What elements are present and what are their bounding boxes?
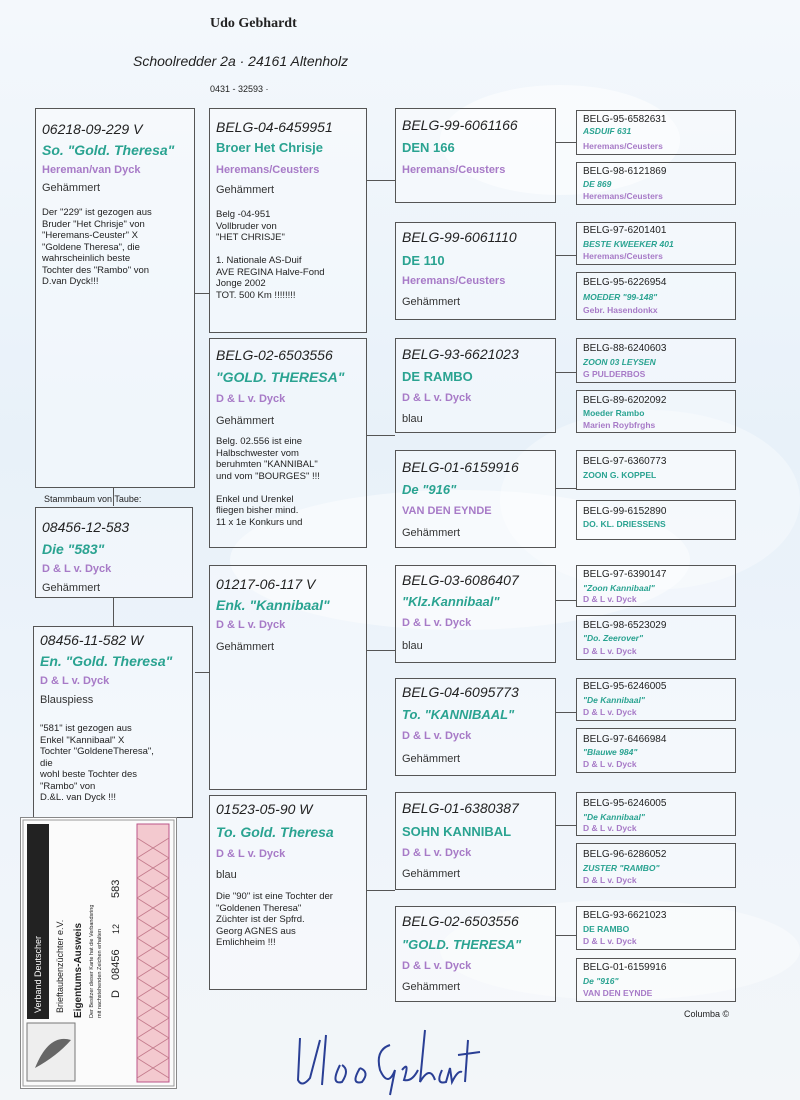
gen3-number: BELG-04-6095773 (402, 684, 519, 700)
sire-box (35, 108, 195, 488)
gen4-breeder: D & L v. Dyck (583, 646, 637, 656)
gen3-name: DE RAMBO (402, 369, 473, 384)
gen4-name: "Blauwe 984" (583, 747, 638, 757)
gen3-box-4 (395, 450, 556, 548)
gen3-name: De "916" (402, 482, 457, 497)
gen3-breeder: D & L v. Dyck (402, 617, 472, 629)
gen2-color: Gehämmert (216, 641, 275, 653)
gen4-breeder: VAN DEN EYNDE (583, 988, 653, 998)
dam-breeder: D & L v. Dyck (40, 675, 110, 687)
subject-breeder: D & L v. Dyck (42, 563, 112, 575)
gen3-breeder: Heremans/Ceusters (402, 164, 506, 176)
gen3-name: SOHN KANNIBAL (402, 824, 512, 839)
gen2-breeder: Heremans/Ceusters (216, 164, 320, 176)
gen2-number: 01217-06-117 V (216, 576, 316, 592)
gen3-box-5 (395, 565, 556, 663)
gen4-number: BELG-98-6121869 (583, 166, 667, 177)
gen4-name: "Do. Zeerover" (583, 633, 644, 643)
gen4-box-11 (576, 678, 736, 721)
gen4-number: BELG-97-6201401 (583, 225, 667, 236)
gen4-number: BELG-95-6226954 (583, 277, 667, 288)
gen4-box-1 (576, 110, 736, 155)
gen3-color: Gehämmert (402, 868, 461, 880)
copyright-label: Columba © (684, 1009, 730, 1019)
card-text-line2: mit nachstehenden Zeichen erhalten (97, 929, 103, 1018)
gen4-box-4 (576, 272, 736, 320)
gen3-box-6 (395, 678, 556, 776)
gen3-color: Gehämmert (402, 981, 461, 993)
gen2-breeder: D & L v. Dyck (216, 848, 286, 860)
gen4-name: ASDUIF 631 (583, 126, 632, 136)
owner-name: Udo Gebhardt (210, 16, 297, 31)
ownership-card-art (21, 818, 176, 1088)
gen4-name: "Zoon Kannibaal" (583, 583, 655, 593)
gen4-box-13 (576, 792, 736, 836)
gen4-name: DO. KL. DRIESSENS (583, 519, 666, 529)
gen2-name: "GOLD. THERESA" (216, 369, 345, 385)
gen4-number: BELG-95-6246005 (583, 798, 667, 809)
subject-number: 08456-12-583 (42, 519, 130, 535)
gen4-breeder: D & L v. Dyck (583, 875, 637, 885)
gen2-box-2 (209, 338, 367, 548)
gen2-number: BELG-02-6503556 (216, 347, 333, 363)
gen2-name: Enk. "Kannibaal" (216, 597, 330, 613)
gen3-color: Gehämmert (402, 527, 461, 539)
gen2-color: Gehämmert (216, 415, 275, 427)
card-title: Eigentums-Ausweis (73, 922, 84, 1018)
owner-address: Schoolredder 2a · 24161 Altenholz (133, 53, 349, 69)
card-org-line2: Brieftaubenzüchter e.V. (55, 919, 65, 1013)
gen4-name: "De Kannibaal" (583, 695, 645, 705)
gen4-breeder: D & L v. Dyck (583, 759, 637, 769)
gen4-name: Moeder Rambo (583, 408, 645, 418)
gen3-breeder: D & L v. Dyck (402, 730, 472, 742)
subject-color: Gehämmert (42, 582, 101, 594)
gen4-box-15 (576, 906, 736, 950)
gen3-color: blau (402, 640, 423, 652)
sire-breeder: Hereman/van Dyck (42, 164, 141, 176)
gen4-name: ZOON G. KOPPEL (583, 470, 657, 480)
gen3-breeder: VAN DEN EYNDE (402, 505, 492, 517)
gen4-box-3 (576, 222, 736, 265)
gen4-box-10 (576, 615, 736, 660)
gen3-breeder: Heremans/Ceusters (402, 275, 506, 287)
gen3-box-7 (395, 792, 556, 890)
gen3-box-2 (395, 222, 556, 320)
gen4-name: ZOON 03 LEYSEN (583, 357, 656, 367)
gen2-color: blau (216, 869, 237, 881)
gen4-number: BELG-98-6523029 (583, 620, 667, 631)
gen3-number: BELG-99-6061110 (402, 229, 517, 245)
gen4-number: BELG-88-6240603 (583, 343, 667, 354)
gen4-box-6 (576, 390, 736, 433)
card-ring-number: 583 (110, 879, 122, 898)
gen3-name: "GOLD. THERESA" (402, 937, 522, 952)
gen4-breeder: Marien Roybfrghs (583, 420, 656, 430)
card-text-line1: Der Besitzer dieser Karte hat die Verbandsring (89, 904, 95, 1018)
gen4-breeder: Heremans/Ceusters (583, 191, 663, 201)
sire-color: Gehämmert (42, 182, 101, 194)
gen4-number: BELG-93-6621023 (583, 910, 667, 921)
gen3-box-3 (395, 338, 556, 433)
gen3-name: DEN 166 (402, 140, 455, 155)
dam-note: "581" ist gezogen aus Enkel "Kannibaal" X Tochter "GoldeneTheresa", die wohl beste Tochter des "Rambo" von D.&L. van Dyck !!! (40, 723, 154, 803)
gen2-box-4 (209, 795, 367, 990)
gen4-name: BESTE KWEEKER 401 (583, 239, 674, 249)
gen3-number: BELG-93-6621023 (402, 346, 519, 362)
gen2-breeder: D & L v. Dyck (216, 619, 286, 631)
gen3-box-8 (395, 906, 556, 1002)
card-org-line1: Verband Deutscher (33, 935, 43, 1013)
gen4-breeder: D & L v. Dyck (583, 707, 637, 717)
stammbaum-label: Stammbaum von Taube: (44, 494, 142, 504)
gen4-name: MOEDER "99-148" (583, 292, 658, 302)
dam-color: Blauspiess (40, 694, 94, 706)
gen4-box-8 (576, 500, 736, 540)
gen3-breeder: D & L v. Dyck (402, 392, 472, 404)
gen4-number: BELG-89-6202092 (583, 395, 667, 406)
gen2-name: To. Gold. Theresa (216, 824, 334, 840)
gen2-number: 01523-05-90 W (216, 801, 313, 817)
signature (290, 1010, 490, 1100)
gen4-number: BELG-01-6159916 (583, 962, 667, 973)
gen3-number: BELG-02-6503556 (402, 913, 519, 929)
gen4-breeder: D & L v. Dyck (583, 594, 637, 604)
owner-phone: 0431 - 32593 · (210, 84, 269, 94)
gen2-box-1 (209, 108, 367, 333)
gen4-breeder: Gebr. Hasendonkx (583, 305, 658, 315)
gen2-number: BELG-04-6459951 (216, 119, 333, 135)
gen3-number: BELG-03-6086407 (402, 572, 519, 588)
gen2-note: Die "90" ist eine Tochter der "Goldenen Theresa" Züchter ist der Spfrd. Georg AGNES aus Emlichheim !!! (216, 891, 333, 948)
dam-number: 08456-11-582 W (40, 632, 144, 648)
gen4-number: BELG-97-6466984 (583, 734, 667, 745)
gen4-box-14 (576, 843, 736, 888)
gen3-name: "Klz.Kannibaal" (402, 594, 500, 609)
gen4-box-5 (576, 338, 736, 383)
gen2-breeder: D & L v. Dyck (216, 393, 286, 405)
gen4-breeder: D & L v. Dyck (583, 823, 637, 833)
gen2-color: Gehämmert (216, 184, 275, 196)
gen4-name: DE RAMBO (583, 924, 630, 934)
gen4-number: BELG-95-6246005 (583, 681, 667, 692)
gen4-name: De "916" (583, 976, 619, 986)
gen4-breeder: Heremans/Ceusters (583, 251, 663, 261)
gen3-name: DE 110 (402, 253, 445, 268)
gen4-box-7 (576, 450, 736, 490)
sire-name: So. "Gold. Theresa" (42, 142, 175, 158)
gen4-breeder: D & L v. Dyck (583, 936, 637, 946)
ownership-card (20, 817, 177, 1089)
gen3-breeder: D & L v. Dyck (402, 847, 472, 859)
gen4-breeder: Heremans/Ceusters (583, 141, 663, 151)
gen4-number: BELG-97-6360773 (583, 456, 667, 467)
gen4-number: BELG-95-6582631 (583, 114, 667, 125)
subject-name: Die "583" (42, 541, 105, 557)
gen3-color: Gehämmert (402, 753, 461, 765)
gen2-note: Belg. 02.556 ist eine Halbschwester vom beruhmten "KANNIBAL" und vom "BOURGES" !!! Enkel und Urenkel fliegen bisher mind. 11 x 1e Konkurs und (216, 436, 320, 528)
gen4-name: "De Kannibaal" (583, 812, 645, 822)
gen3-number: BELG-01-6159916 (402, 459, 519, 475)
gen2-name: Broer Het Chrisje (216, 140, 323, 155)
gen3-color: blau (402, 413, 423, 425)
gen4-number: BELG-99-6152890 (583, 506, 667, 517)
card-ring-prefix: D (110, 990, 122, 998)
gen4-number: BELG-96-6286052 (583, 849, 667, 860)
dam-box (33, 626, 193, 818)
gen3-color: Gehämmert (402, 296, 461, 308)
gen4-name: DE 869 (583, 179, 612, 189)
gen4-box-12 (576, 728, 736, 773)
gen3-box-1 (395, 108, 556, 203)
gen4-box-9 (576, 565, 736, 607)
gen4-box-16 (576, 958, 736, 1002)
gen3-breeder: D & L v. Dyck (402, 960, 472, 972)
gen4-name: ZUSTER "RAMBO" (583, 863, 660, 873)
gen3-number: BELG-01-6380387 (402, 800, 519, 816)
dam-name: En. "Gold. Theresa" (40, 653, 173, 669)
gen2-note: Belg -04-951 Vollbruder von "HET CHRISJE" 1. Nationale AS-Duif AVE REGINA Halve-Fond Jonge 2002 TOT. 500 Km !!!!!!!! (216, 209, 325, 301)
card-ring-year: 12 (111, 923, 121, 934)
gen2-box-3 (209, 565, 367, 790)
gen3-number: BELG-99-6061166 (402, 117, 518, 133)
gen4-number: BELG-97-6390147 (583, 569, 667, 580)
subject-box (35, 507, 193, 598)
gen4-breeder: G PULDERBOS (583, 369, 646, 379)
sire-number: 06218-09-229 V (42, 121, 143, 137)
card-ring-club: 08456 (110, 949, 122, 980)
gen4-box-2 (576, 162, 736, 205)
sire-note: Der "229" ist gezogen aus Bruder "Het Chrisje" von "Heremans-Ceuster" X "Goldene Theresa", die wahrscheinlich beste Tochter des "Rambo" von D.van Dyck!!! (42, 207, 152, 287)
gen3-name: To. "KANNIBAAL" (402, 707, 515, 722)
